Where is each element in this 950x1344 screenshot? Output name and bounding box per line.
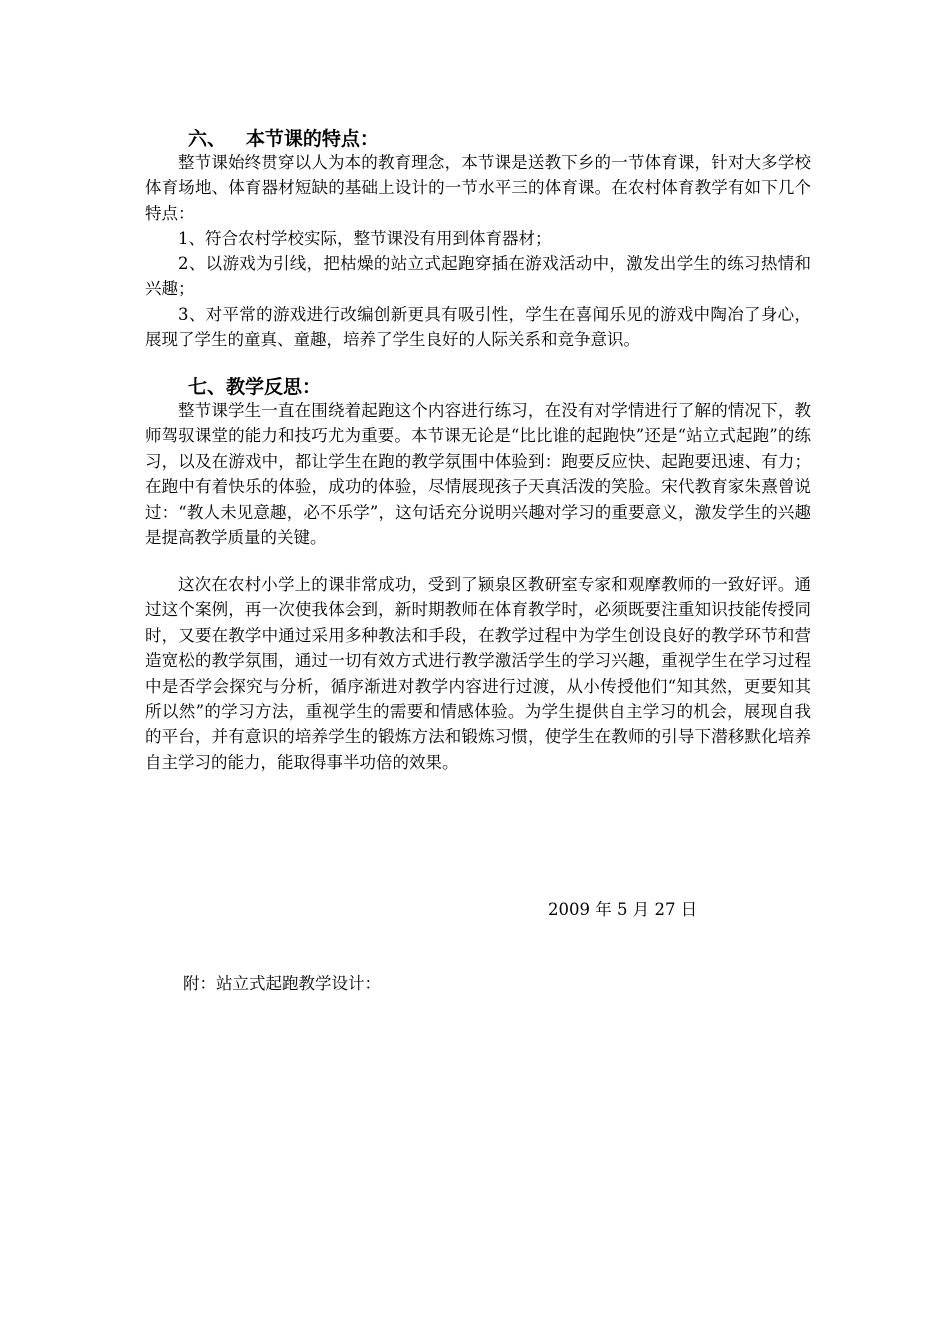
section-7-heading: 七、教学反思： [188,376,322,398]
document-date: 2009 年 5 月 27 日 [548,900,698,919]
section-7-paragraph-1: 整节课学生一直在围绕着起跑这个内容进行练习，在没有对学情进行了解的情况下，教师驾驭课堂的能力和技巧尤为重要。本节课无论是“比比谁的起跑快”还是“站立式起跑”的练习，以及在游戏中，都让学生在跑的教学氛围中体验到：跑要反应快、起跑要迅速、有力；在跑中有着快乐的体验，成功的体验，尽情展现孩子天真活泼的笑脸。宋代教育家朱熹曾说过：“教人未见意趣，必不乐学”，这句话充分说明兴趣对学习的重要意义，激发学生的兴趣是提高教学质量的关键。 [145,401,811,548]
section-7-paragraph-2: 这次在农村小学上的课非常成功，受到了颍泉区教研室专家和观摩教师的一致好评。通过这个案例，再一次使我体会到，新时期教师在体育教学时，必须既要注重知识技能传授同时，又要在教学中通过采用多种教法和手段，在教学过程中为学生创设良好的教学环节和营造宽松的教学氛围，通过一切有效方式进行教学激活学生的学习兴趣，重视学生在学习过程中是否学会探究与分析，循序渐进对教学内容进行过渡，从小传授他们“知其然，更要知其所以然”的学习方法，重视学生的需要和情感体验。为学生提供自主学习的机会，展现自我的平台，并有意识的培养学生的锻炼方法和锻炼习惯，使学生在教师的引导下潜移默化培养自主学习的能力，能取得事半功倍的效果。 [145,575,811,772]
section-6-paragraph-3: 2、以游戏为引线，把枯燥的站立式起跑穿插在游戏活动中，激发出学生的练习热情和兴趣； [145,254,811,299]
section-6-heading: 六、 本节课的特点： [188,128,379,150]
section-6-paragraph-1: 整节课始终贯穿以人为本的教育理念，本节课是送教下乡的一节体育课，针对大多学校体育场地、体育器材短缺的基础上设计的一节水平三的体育课。在农村体育教学有如下几个特点： [145,153,811,223]
section-6-paragraph-2: 1、符合农村学校实际，整节课没有用到体育器材； [178,229,552,248]
appendix-note: 附：站立式起跑教学设计： [183,974,381,993]
section-6-paragraph-4: 3、对平常的游戏进行改编创新更具有吸引性，学生在喜闻乐见的游戏中陶冶了身心，展现了学生的童真、童趣，培养了学生良好的人际关系和竞争意识。 [145,305,811,350]
